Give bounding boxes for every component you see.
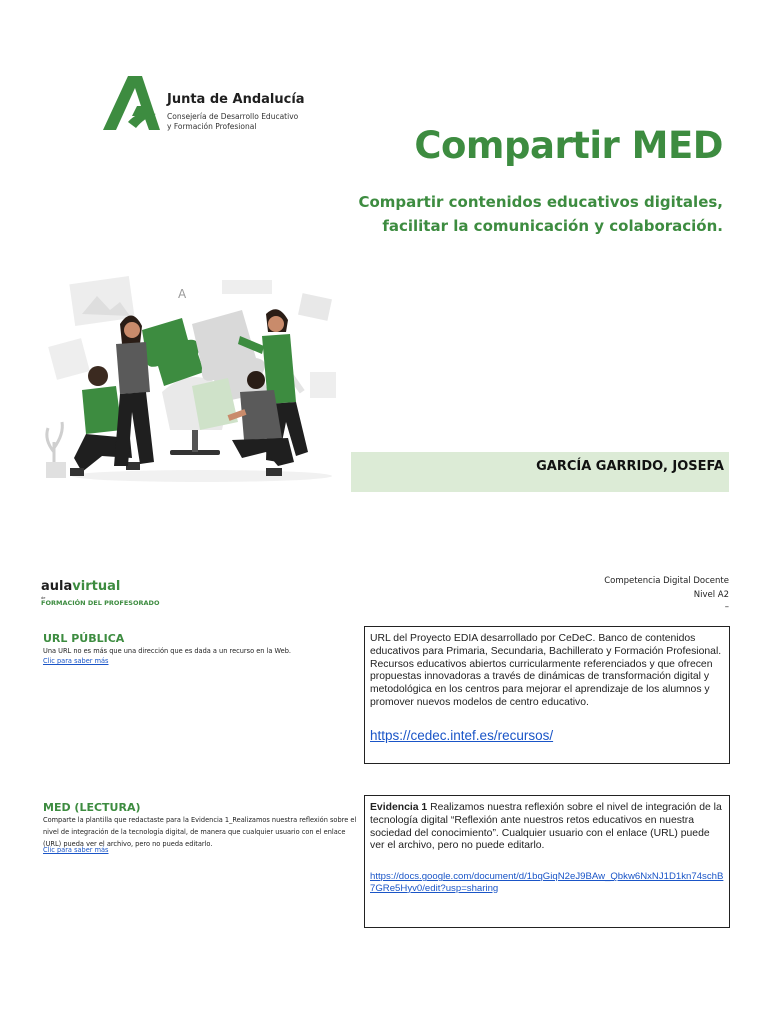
- aula-word: aula: [41, 579, 73, 594]
- subtitle-line2: facilitar la comunicación y colaboración.: [382, 217, 723, 235]
- competencia-label: Competencia Digital Docente: [604, 576, 729, 586]
- med-lectura-learn-more-link[interactable]: Clic para saber más: [43, 846, 109, 854]
- cedec-resources-link[interactable]: https://cedec.intef.es/recursos/: [370, 727, 554, 743]
- logo-subtitle-line1: Consejería de Desarrollo Educativo: [167, 112, 299, 121]
- virtual-word: virtual: [72, 579, 121, 594]
- aula-subtitle: FORMACIÓN DEL PROFESORADO: [41, 599, 160, 607]
- aula-de: de: [41, 595, 46, 600]
- evidencia-text: Realizamos nuestra reflexión sobre el nivel de integración de la tecnología digital “Reflexión ante nuestros retos educativos en nuestra sociedad del conocimiento”. Cualquier usuario con el enlace (URL) puede ver el archivo, pero no puede editarlo.: [370, 802, 722, 852]
- page-title: Compartir MED: [414, 124, 723, 167]
- med-lectura-description: Comparte la plantilla que redactaste para la Evidencia 1_Realizamos nuestra reflexión sobre el nivel de integración de la tecnología digital, de manera que cualquier usuario con el enlace (URL) pueda ver el archivo, pero no pueda editarlo.: [43, 816, 357, 848]
- svg-text:A: A: [178, 287, 187, 301]
- aula-virtual-logo: [41, 579, 159, 607]
- meta-dash: –: [724, 602, 729, 612]
- med-lectura-box-text: [370, 802, 724, 853]
- med-lectura-heading: MED (LECTURA): [43, 801, 141, 814]
- logo-subtitle-line2: y Formación Profesional: [167, 122, 257, 131]
- subtitle-line1: Compartir contenidos educativos digitales,: [358, 193, 723, 211]
- puzzle-team-illustration: [42, 262, 350, 494]
- url-publica-description: Una URL no es más que una dirección que es dada a un recurso en la Web.: [43, 647, 291, 655]
- aula-virtual-wordmark: [41, 579, 159, 594]
- evidencia-label: Evidencia 1: [370, 802, 428, 813]
- author-name: GARCÍA GARRIDO, JOSEFA: [536, 459, 724, 474]
- url-publica-learn-more-link[interactable]: Clic para saber más: [43, 657, 109, 665]
- med-lectura-box: [364, 795, 730, 928]
- nivel-label: Nivel A2: [693, 590, 729, 600]
- logo-name: Junta de Andalucía: [167, 92, 305, 107]
- url-publica-heading: URL PÚBLICA: [43, 632, 125, 645]
- google-docs-link[interactable]: https://docs.google.com/document/d/1bqGiqN2eJ9BAw_Qbkw6NxNJ1D1kn74schB7GRe5Hyv0/edit?usp=sharing: [370, 871, 724, 894]
- url-publica-box-text: URL del Proyecto EDIA desarrollado por CeDeC. Banco de contenidos educativos para Primaria, Secundaria, Bachillerato y Formación Profesional. Recursos educativos abiertos curricularmente referenciados y que ofrecen propuestas innovadoras a través de dinámicas de transformación digital y metodológica en los centros para mejorar el aprendizaje de los alumnos y promover nuevos modelos de centro educativo.: [370, 633, 722, 708]
- url-publica-box: [364, 626, 730, 764]
